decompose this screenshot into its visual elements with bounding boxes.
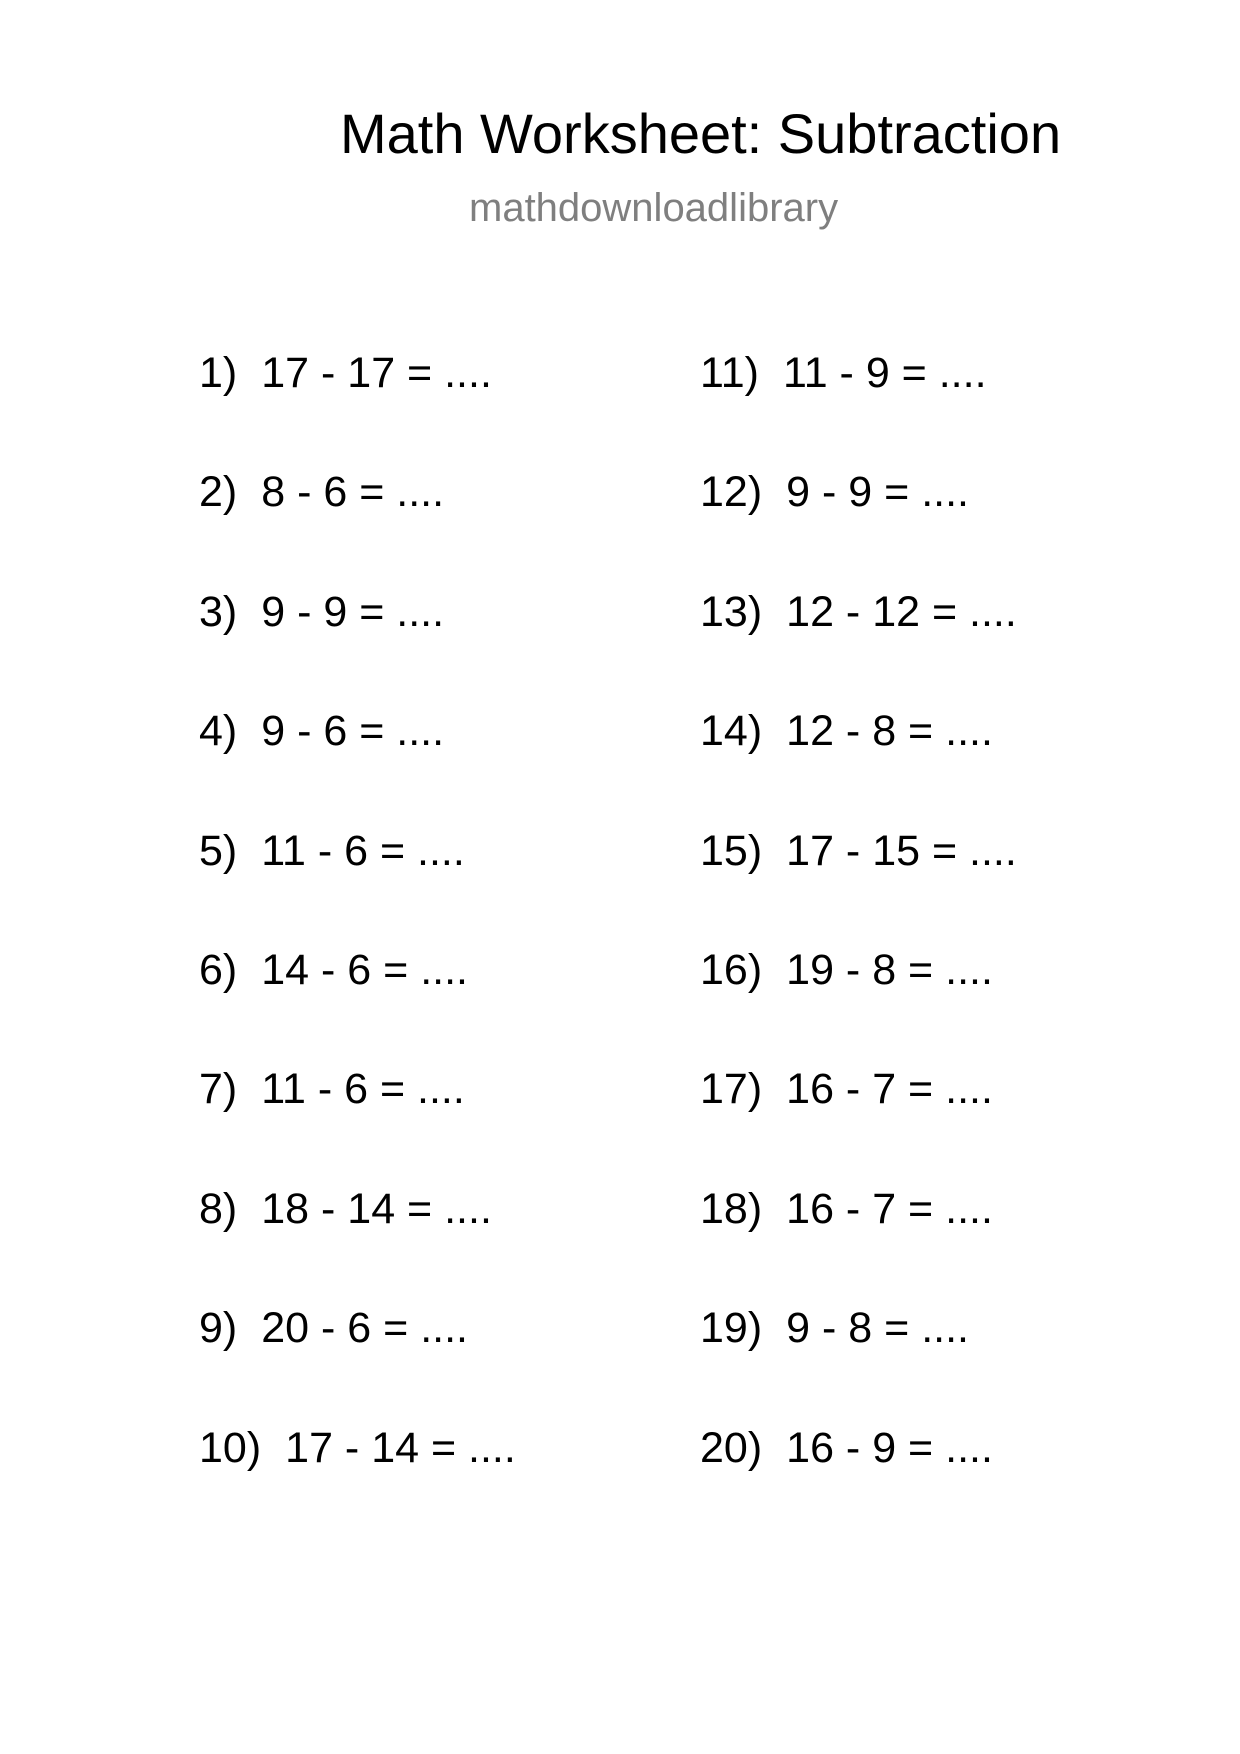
problem-expression: 11 - 9 = ....	[782, 349, 987, 397]
problem-number: 11)	[700, 349, 759, 397]
problem-expression: 17 - 15 = ....	[786, 826, 1017, 875]
problem-1	[199, 346, 516, 465]
problem-number: 6)	[199, 945, 238, 994]
problem-3	[199, 585, 516, 704]
problem-expression: 9 - 8 = ....	[786, 1304, 969, 1353]
problem-expression: 11 - 6 = ....	[261, 826, 465, 875]
problem-20	[700, 1421, 1017, 1540]
problem-9	[199, 1301, 516, 1420]
problem-11	[700, 346, 1017, 465]
problem-expression: 16 - 9 = ....	[786, 1423, 993, 1472]
problem-expression: 9 - 9 = ....	[261, 587, 445, 636]
problem-12	[700, 465, 1017, 584]
problem-expression: 16 - 7 = ....	[786, 1065, 993, 1114]
problem-number: 1)	[199, 349, 238, 397]
problem-number: 3)	[199, 587, 238, 636]
problem-expression: 16 - 7 = ....	[786, 1184, 993, 1233]
problem-4	[199, 704, 516, 823]
problem-13	[700, 585, 1017, 704]
problem-15	[700, 824, 1017, 943]
problem-expression: 20 - 6 = ....	[261, 1304, 468, 1353]
problem-expression: 14 - 6 = ....	[261, 945, 468, 994]
problem-number: 2)	[199, 468, 238, 517]
problem-number: 10)	[199, 1423, 262, 1472]
problem-8	[199, 1182, 516, 1301]
worksheet-subtitle: mathdownloadlibrary	[469, 186, 839, 230]
problem-number: 20)	[700, 1423, 763, 1472]
problem-19	[700, 1301, 1017, 1420]
problem-17	[700, 1062, 1017, 1181]
problem-expression: 9 - 9 = ....	[786, 468, 969, 517]
problem-number: 19)	[700, 1304, 763, 1353]
problem-number: 7)	[199, 1065, 238, 1114]
worksheet-title: Math Worksheet: Subtraction	[340, 102, 1062, 165]
problem-5	[199, 824, 516, 943]
problem-number: 8)	[199, 1184, 238, 1233]
problem-number: 16)	[700, 945, 763, 994]
problem-14	[700, 704, 1017, 823]
problem-6	[199, 943, 516, 1062]
problem-18	[700, 1182, 1017, 1301]
problem-expression: 18 - 14 = ....	[261, 1184, 492, 1233]
problem-number: 13)	[700, 587, 763, 636]
problem-expression: 19 - 8 = ....	[786, 945, 993, 994]
problem-number: 4)	[199, 707, 238, 756]
problem-expression: 17 - 14 = ....	[285, 1423, 516, 1472]
right-problem-column	[700, 346, 1017, 1540]
problem-number: 15)	[700, 826, 763, 875]
problem-number: 18)	[700, 1184, 763, 1233]
problem-number: 14)	[700, 707, 763, 756]
problem-7	[199, 1062, 516, 1181]
problem-number: 12)	[700, 468, 763, 517]
problem-2	[199, 465, 516, 584]
problem-expression: 11 - 6 = ....	[261, 1065, 465, 1114]
left-problem-column	[199, 346, 516, 1540]
problem-number: 5)	[199, 826, 238, 875]
problem-16	[700, 943, 1017, 1062]
problem-10	[199, 1421, 516, 1540]
problem-expression: 9 - 6 = ....	[261, 707, 445, 756]
problem-number: 17)	[700, 1065, 763, 1114]
problem-expression: 8 - 6 = ....	[261, 468, 445, 517]
problem-expression: 17 - 17 = ....	[261, 349, 492, 397]
problem-expression: 12 - 12 = ....	[786, 587, 1017, 636]
problem-expression: 12 - 8 = ....	[786, 707, 993, 756]
problem-number: 9)	[199, 1304, 238, 1353]
